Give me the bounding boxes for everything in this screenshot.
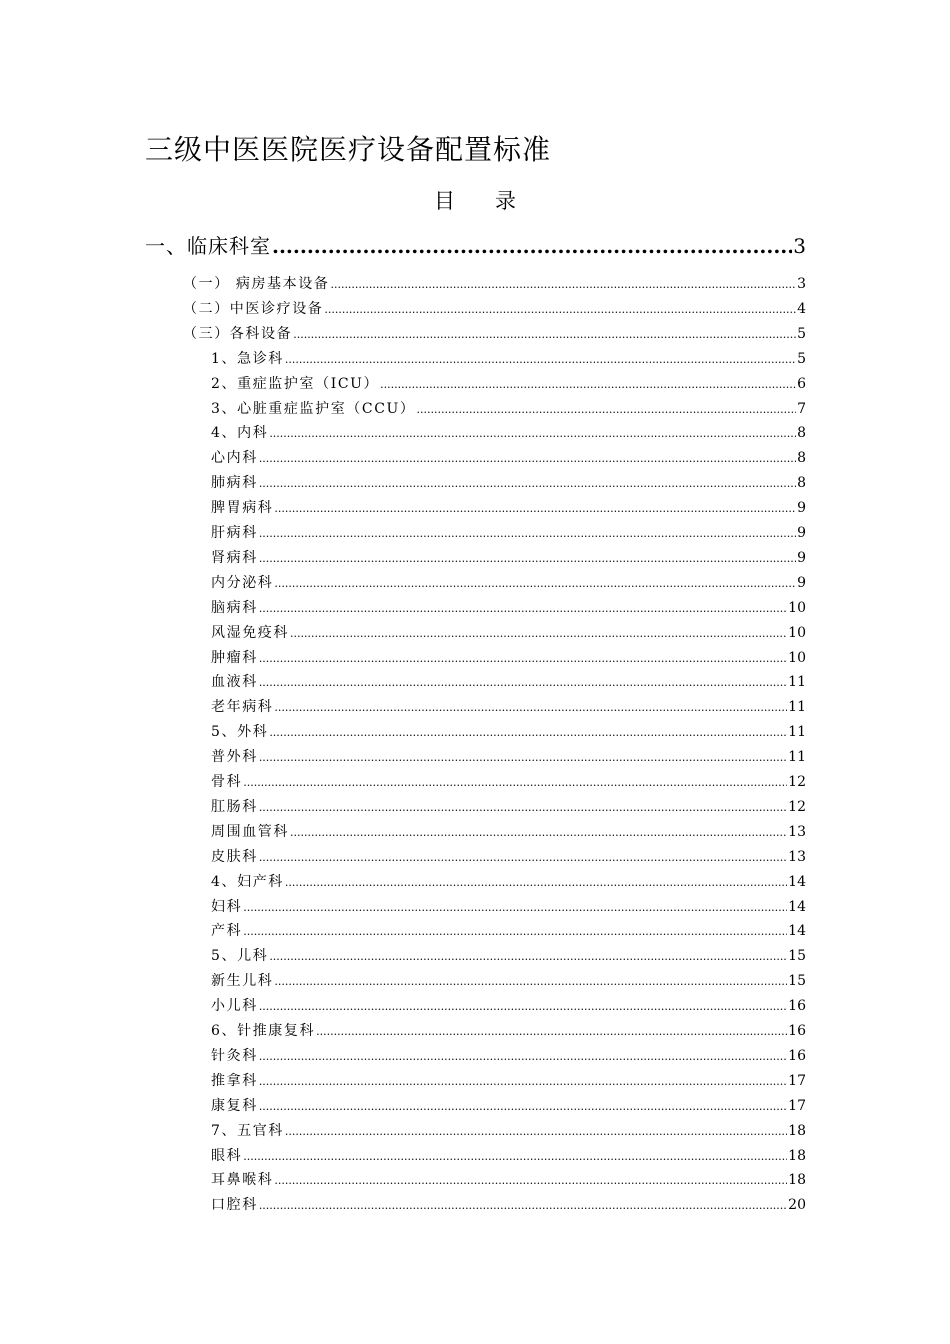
toc-entry-page-number: 3 [793, 234, 806, 258]
toc-entry[interactable] [211, 921, 806, 942]
toc-entry-label: 4、妇产科 [211, 873, 284, 890]
toc-entry[interactable] [211, 971, 806, 992]
toc-leader-dots [274, 698, 787, 718]
toc-entry-page-number: 18 [788, 1122, 806, 1139]
toc-leader-dots [380, 375, 796, 395]
toc-leader-dots [259, 848, 787, 868]
toc-entry[interactable] [211, 996, 806, 1017]
toc-entry-page-number: 7 [797, 400, 806, 417]
toc-entry-label: 妇科 [211, 898, 243, 915]
toc-leader-dots [290, 624, 787, 644]
toc-entry-label: 普外科 [211, 749, 258, 766]
toc-entry[interactable] [211, 473, 806, 494]
toc-entry-page-number: 14 [788, 898, 806, 915]
toc-leader-dots [285, 873, 787, 893]
toc-leader-dots [330, 275, 796, 295]
toc-leader-dots [243, 922, 787, 942]
toc-entry-label: 血液科 [211, 674, 258, 691]
toc-entry-page-number: 11 [788, 749, 806, 766]
toc-entry[interactable] [211, 1146, 806, 1167]
toc-leader-dots [274, 972, 787, 992]
toc-entry-page-number: 9 [797, 549, 806, 566]
toc-entry[interactable] [211, 1096, 806, 1117]
toc-leader-dots [259, 524, 796, 544]
toc-entry-page-number: 8 [797, 425, 806, 442]
toc-entry-page-number: 11 [788, 699, 806, 716]
toc-leader-dots [417, 400, 797, 420]
toc-entry-page-number: 5 [797, 325, 806, 342]
toc-entry-page-number: 10 [788, 599, 806, 616]
toc-entry[interactable] [211, 1071, 806, 1092]
toc-leader-dots [274, 1171, 787, 1191]
toc-entry-label: 肺病科 [211, 475, 258, 492]
toc-entry[interactable] [211, 349, 806, 370]
toc-entry[interactable] [211, 1170, 806, 1191]
toc-entry[interactable] [211, 423, 806, 444]
toc-leader-dots [293, 325, 796, 345]
toc-entry[interactable] [183, 299, 806, 320]
toc-entry[interactable] [211, 548, 806, 569]
toc-entry[interactable] [211, 772, 806, 793]
toc-entry-label: 肝病科 [211, 525, 258, 541]
toc-leader-dots [285, 1122, 787, 1142]
toc-entry-page-number: 9 [797, 500, 806, 517]
toc-entry-page-number: 6 [797, 375, 806, 392]
toc-entry-label: 心内科 [211, 450, 258, 467]
toc-entry-page-number: 4 [797, 300, 806, 317]
toc-entry-page-number: 9 [797, 574, 806, 591]
toc-entry[interactable] [211, 722, 806, 743]
toc-leader-dots [274, 499, 796, 519]
toc-leader-dots [259, 1097, 787, 1117]
toc-entry[interactable] [211, 623, 806, 644]
toc-entry-label: 小儿科 [211, 998, 258, 1015]
toc-leader-dots [316, 1022, 787, 1042]
toc-entry-label: 一、临床科室 [145, 234, 271, 258]
toc-entry-page-number: 14 [788, 873, 806, 890]
toc-entry-page-number: 11 [788, 724, 806, 741]
toc-leader-dots [269, 424, 796, 444]
toc-entry[interactable] [211, 672, 806, 693]
toc-leader-dots [285, 350, 796, 370]
toc-entry[interactable] [145, 232, 806, 260]
toc-entry-label: 脾胃病科 [211, 500, 274, 517]
toc-leader-dots [259, 748, 787, 768]
toc-entry-page-number: 5 [797, 350, 806, 367]
toc-entry[interactable] [211, 697, 806, 718]
toc-entry-label: 4、内科 [211, 425, 269, 442]
toc-entry-page-number: 13 [788, 823, 806, 840]
toc-entry-page-number: 16 [788, 1047, 806, 1064]
toc-heading: 目录 [434, 189, 556, 213]
toc-entry-label: 新生儿科 [211, 973, 274, 990]
toc-entry-label: 皮肤科 [211, 848, 258, 865]
toc-entry-page-number: 15 [788, 973, 806, 990]
toc-entry-label: 5、儿科 [211, 948, 269, 965]
toc-entry[interactable] [211, 1195, 806, 1216]
toc-leader-dots [259, 798, 787, 818]
toc-entry-label: 3、心脏重症监护室（CCU） [211, 400, 416, 417]
toc-leader-dots [243, 1147, 787, 1167]
toc-entry[interactable] [211, 872, 806, 893]
toc-entry[interactable] [211, 648, 806, 669]
toc-leader-dots [259, 1196, 787, 1216]
toc-entry-page-number: 9 [797, 525, 806, 541]
toc-entry[interactable] [211, 747, 806, 768]
toc-entry[interactable] [211, 797, 806, 818]
toc-entry-page-number: 3 [797, 276, 806, 292]
toc-entry-page-number: 20 [788, 1197, 806, 1214]
toc-leader-dots [259, 599, 787, 619]
toc-leader-dots [259, 649, 787, 669]
toc-entry[interactable] [211, 523, 806, 544]
toc-entry-page-number: 14 [788, 923, 806, 940]
toc-entry-label: 2、重症监护室（ICU） [211, 375, 380, 392]
toc-leader-dots [290, 823, 787, 843]
toc-leader-dots [259, 1047, 787, 1067]
toc-entry[interactable] [211, 399, 806, 420]
toc-entry[interactable] [211, 847, 806, 868]
toc-leader-dots [259, 673, 787, 693]
toc-entry-label: 针灸科 [211, 1047, 258, 1064]
toc-entry-page-number: 11 [788, 674, 806, 691]
toc-entry[interactable] [211, 897, 806, 918]
toc-entry-page-number: 13 [788, 848, 806, 865]
toc-leader-dots [243, 898, 787, 918]
toc-entry-label: 周围血管科 [211, 823, 289, 840]
toc-entry-page-number: 15 [788, 948, 806, 965]
toc-entry-page-number: 8 [797, 450, 806, 467]
toc-entry-page-number: 12 [788, 798, 806, 815]
document-title: 三级中医医院医疗设备配置标准 [145, 133, 552, 166]
toc-entry[interactable] [211, 374, 806, 395]
toc-entry[interactable] [183, 274, 806, 295]
toc-entry-label: 口腔科 [211, 1197, 258, 1214]
toc-entry-label: 康复科 [211, 1097, 258, 1114]
toc-entry[interactable] [211, 598, 806, 619]
toc-leader-dots [274, 574, 796, 594]
toc-entry-page-number: 16 [788, 998, 806, 1015]
toc-entry-label: 耳鼻喉科 [211, 1172, 274, 1189]
toc-leader-dots [269, 947, 787, 967]
toc-entry-label: 6、针推康复科 [211, 1023, 316, 1039]
toc-entry-label: （三）各科设备 [183, 325, 293, 342]
toc-leader-dots [269, 723, 787, 743]
toc-entry-label: 风湿免疫科 [211, 624, 289, 641]
toc-leader-dots [243, 773, 787, 793]
toc-entry-page-number: 10 [788, 624, 806, 641]
toc-entry-page-number: 17 [788, 1097, 806, 1114]
toc-entry-label: 肿瘤科 [211, 649, 258, 666]
toc-entry-label: （二）中医诊疗设备 [183, 300, 324, 317]
toc-entry-label: （一） 病房基本设备 [183, 276, 330, 292]
toc-entry-page-number: 18 [788, 1147, 806, 1164]
toc-entry-label: 脑病科 [211, 599, 258, 616]
toc-entry[interactable] [211, 573, 806, 594]
toc-leader-dots [259, 997, 787, 1017]
toc-entry-label: 老年病科 [211, 699, 274, 716]
toc-entry-label: 肛肠科 [211, 798, 258, 815]
toc-leader-dots [259, 549, 796, 569]
toc-entry[interactable] [211, 822, 806, 843]
toc-leader-dots [324, 300, 796, 320]
toc-entry-label: 眼科 [211, 1147, 243, 1164]
toc-entry-label: 肾病科 [211, 549, 258, 566]
toc-entry[interactable] [211, 448, 806, 469]
toc-entry-label: 骨科 [211, 774, 243, 790]
toc-entry-page-number: 18 [788, 1172, 806, 1189]
toc-entry-page-number: 12 [788, 774, 806, 790]
toc-entry-label: 5、外科 [211, 724, 269, 741]
toc-leader-dots [259, 449, 796, 469]
toc-entry-label: 1、急诊科 [211, 350, 284, 367]
toc-leader-dots [259, 1072, 787, 1092]
toc-entry[interactable] [183, 324, 806, 345]
toc-entry[interactable] [211, 946, 806, 967]
toc-entry-page-number: 16 [788, 1023, 806, 1039]
toc-entry[interactable] [211, 1121, 806, 1142]
toc-entry-label: 7、五官科 [211, 1122, 284, 1139]
toc-entry-label: 推拿科 [211, 1072, 258, 1089]
toc-entry[interactable] [211, 1021, 806, 1042]
toc-entry[interactable] [211, 1046, 806, 1067]
toc-entry-page-number: 17 [788, 1072, 806, 1089]
toc-entry-page-number: 8 [797, 475, 806, 492]
toc-entry-label: 内分泌科 [211, 574, 274, 591]
toc-entry-page-number: 10 [788, 649, 806, 666]
toc-entry-label: 产科 [211, 923, 243, 940]
toc-leader-dots [259, 474, 796, 494]
toc-entry[interactable] [211, 498, 806, 519]
toc-leader-dots [272, 232, 792, 260]
